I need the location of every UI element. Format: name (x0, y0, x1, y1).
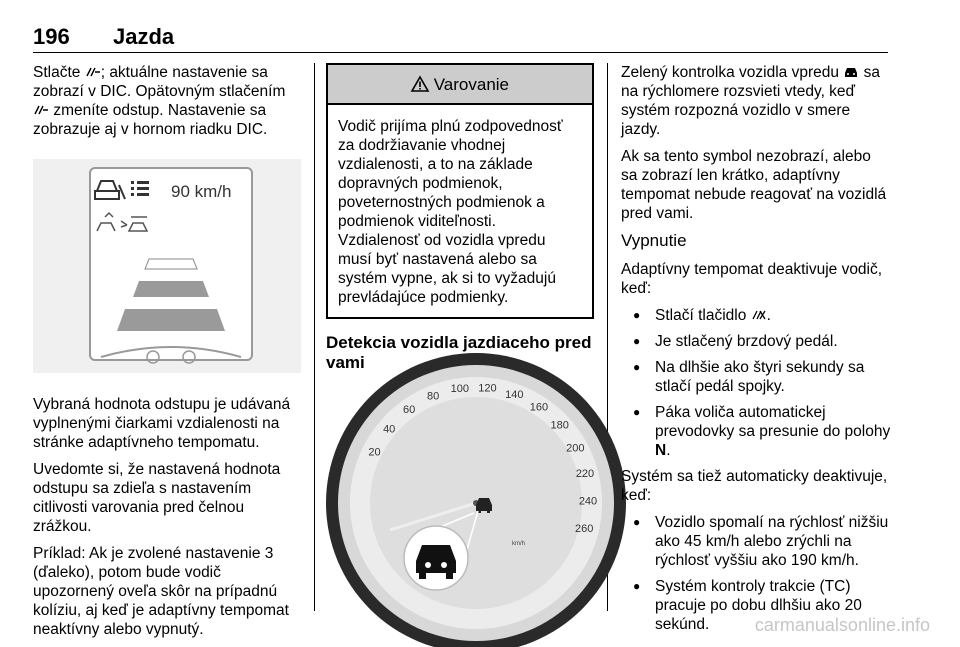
speed-unit: km/h (512, 541, 526, 547)
speedometer-illustration (326, 382, 598, 595)
warning-header (328, 65, 592, 105)
speed-label: 20 (368, 446, 381, 459)
paragraph: Adaptívny tempomat deaktivuje vodič, keď: (621, 261, 883, 297)
speedometer-graphic (326, 382, 598, 595)
distance-button-icon (33, 104, 49, 116)
warning-text: Vodič prijíma plnú zodpovednosť za dodržiavanie vhodnej vzdialenosti, a to na základe dopravných podmienok, poveternostných podmienok a podmienok viditeľnosti. (338, 118, 563, 230)
paragraph: Uvedomte si, že nastavená hodnota odstupu sa zdieľa s nastavením citlivosti varovania pred čelnou zrážkou. (33, 461, 281, 535)
speed-label: 60 (402, 404, 416, 417)
warning-box (326, 63, 594, 319)
list-item: ● Stlačí tlačidlo . (621, 306, 891, 325)
paragraph (33, 63, 301, 139)
vehicle-ahead-icon (843, 66, 859, 78)
list-item: ● Je stlačený brzdový pedál. (621, 332, 891, 351)
speed-label: 120 (478, 382, 497, 395)
section-heading: Vypnutie (621, 231, 687, 250)
dic-screen (89, 167, 253, 361)
text: Stlačte (33, 64, 81, 81)
speed-label: 140 (505, 388, 524, 401)
text: ; aktuálne nastavenie sa zobrazí v DIC. Opätovným stlačením (33, 64, 286, 100)
warning-body (328, 105, 592, 317)
column-2 (326, 63, 598, 595)
list-item: ● Vozidlo spomalí na rýchlosť nižšiu ako 45 km/h alebo zrýchli na rýchlosť vyššiu ako 190 km/h. (621, 513, 891, 570)
page-header (33, 24, 888, 53)
paragraph: Systém sa tiež automaticky deaktivuje, keď: (621, 468, 888, 504)
dic-display-illustration (33, 159, 301, 373)
paragraph: Vybraná hodnota odstupu je udávaná vyplnenými čiarkami vzdialenosti na stránke adaptívneho tempomatu. (33, 396, 291, 451)
warning-triangle-icon (411, 76, 429, 92)
dic-speed: 90 km/h (171, 182, 232, 201)
distance-bars-icon (131, 181, 149, 196)
column-3 (621, 63, 891, 641)
text: sa na rýchlomere rozsvieti vtedy, keď systém rozpozná vozidlo v smere jazdy. (621, 64, 880, 138)
speed-label: 160 (529, 401, 549, 414)
speed-label: 80 (426, 390, 440, 403)
speed-label: 180 (550, 419, 569, 432)
section-heading: Detekcia vozidla jazdiaceho pred vami (326, 333, 592, 372)
speed-label: 200 (566, 442, 585, 455)
cruise-off-icon (751, 309, 767, 321)
distance-button-icon (85, 66, 101, 78)
chapter-title: Jazda (113, 24, 175, 49)
warning-title: Varovanie (433, 75, 510, 94)
speed-label: 220 (575, 468, 595, 481)
column-divider (314, 63, 315, 611)
page-number: 196 (33, 24, 70, 49)
speed-label: 40 (383, 423, 396, 436)
bullet-list (621, 306, 891, 460)
list-item: ● Na dlhšie ako štyri sekundy sa stlačí pedál spojky. (621, 358, 891, 396)
vehicle-distance-icon (97, 213, 147, 231)
list-item: ● Páka voliča automatickej prevodovky sa presunie do polohy N. (621, 403, 891, 460)
paragraph: Ak sa tento symbol nezobrazí, alebo sa zobrazí len krátko, adaptívny tempomat nebude reagovať na vozidlá pred vami. (621, 148, 887, 222)
speed-label: 100 (450, 383, 469, 396)
paragraph: Príklad: Ak je zvolené nastavenie 3 (ďaleko), potom bude vodič upozornený oveľa skôr na prípadnú kolíziu, aj keď je adaptívny tempomat neaktívny alebo vypnutý. (33, 545, 289, 638)
paragraph (621, 63, 891, 139)
warning-text: Vzdialenosť od vozidla vpredu musí byť nastavená alebo sa systém vypne, ak si to vyžadujú prevládajúce podmienky. (338, 232, 556, 306)
watermark: carmanualsonline.info (754, 615, 930, 635)
column-1 (33, 63, 301, 647)
text: Zelený kontrolka vozidla vpredu (621, 64, 839, 81)
dic-graphic (91, 169, 251, 359)
vehicle-ahead-icon-small (476, 498, 492, 513)
speed-label: 240 (578, 495, 598, 508)
speed-label: 260 (575, 523, 594, 535)
car-ahead-icon (95, 181, 125, 199)
gear-label: N (655, 442, 667, 459)
list-item: ● Systém kontroly trakcie (TC) pracuje po dobu dlhšiu ako 20 sekúnd. (621, 577, 891, 634)
text: zmeníte odstup. Nastavenie sa zobrazuje aj v hornom riadku DIC. (33, 102, 268, 138)
